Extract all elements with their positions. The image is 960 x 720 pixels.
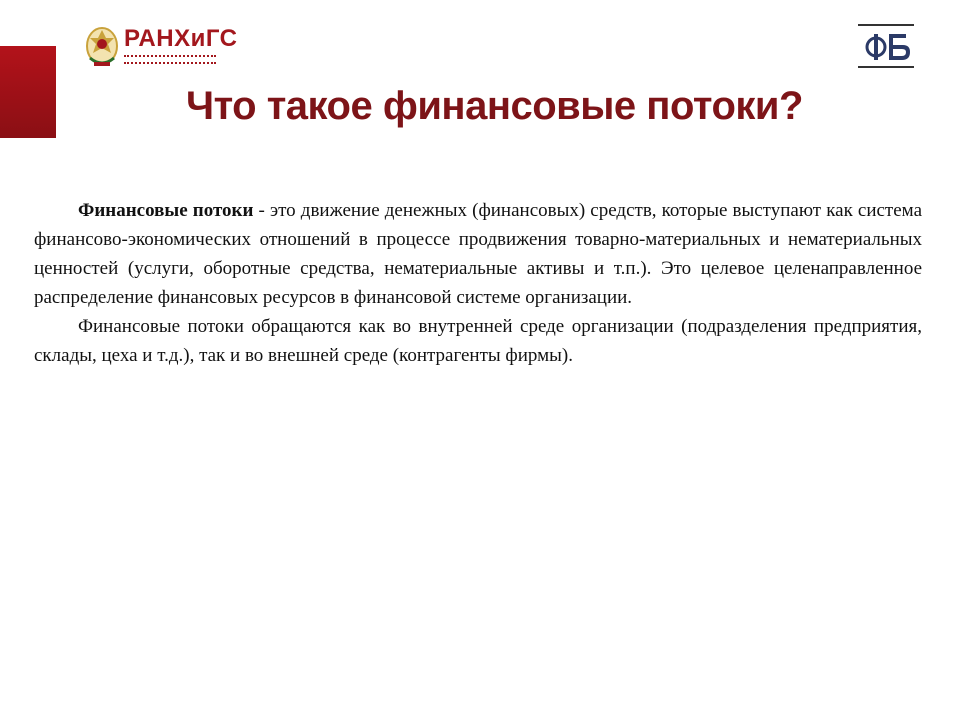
logo-name: РАНХиГС — [124, 25, 238, 52]
body-text — [34, 196, 922, 370]
paragraph-2: Финансовые потоки обращаются как во внутренней среде организации (подразделения предприятия, склады, цеха и т.д.), так и во внешней среде (контрагенты фирмы). — [34, 316, 922, 366]
side-accent-bar — [0, 46, 56, 138]
logo-subtitle-line — [124, 62, 216, 66]
term-highlight: Финансовые потоки — [78, 200, 254, 221]
finance-faculty-logo-icon — [856, 22, 916, 70]
paragraph-1 — [34, 196, 922, 312]
ranepa-emblem-icon — [84, 24, 120, 68]
ranepa-logo — [84, 22, 237, 70]
page-title: Что такое финансовые потоки? — [186, 84, 803, 128]
logo-subtitle-line — [124, 55, 216, 59]
paragraph-1-text: - это движение денежных (финансовых) средств, которые выступают как система финансово-экономических отношений в процессе продвижения товарно-материальных и нематериальных ценностей (услуги, оборотные средства, нематериальные активы и т.п.). Это целевое целенаправленное распределение финансовых ресурсов в финансовой системе организации. — [34, 200, 922, 308]
